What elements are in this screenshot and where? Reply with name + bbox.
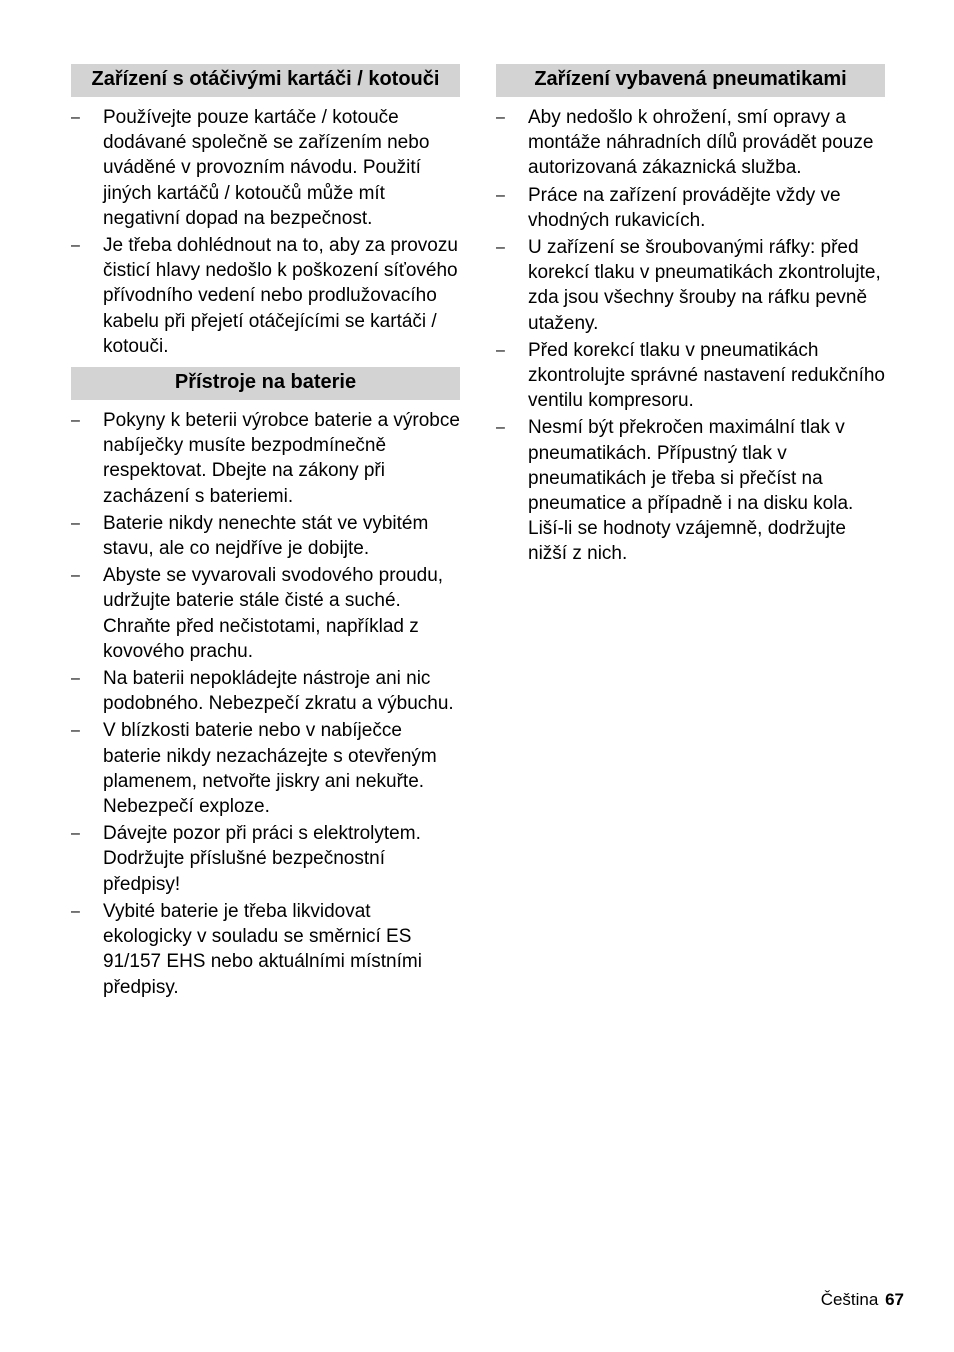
tyre-devices-list xyxy=(496,105,885,567)
list-item: – Nesmí být překročen maximální tlak v pneumatikách. Přípustný tlak v pneumatikách je třeba si přečíst na pneumatice a případně i na disku kola. Liší-li se hodnoty vzájemně, dodržujte nižší z nich. xyxy=(496,417,854,565)
bullet-dash: – xyxy=(496,239,505,257)
rotating-brushes-list xyxy=(71,105,460,359)
bullet-dash: – xyxy=(496,186,505,204)
section-heading-tyre-devices: Zařízení vybavená pneumatikami xyxy=(496,64,885,97)
bullet-dash: – xyxy=(71,109,80,126)
bullet-dash: – xyxy=(496,419,505,437)
list-item: – Na baterii nepokládejte nástroje ani nic podobného. Nebezpečí zkratu a výbuchu. xyxy=(71,668,454,715)
bullet-dash: – xyxy=(71,902,80,920)
bullet-dash: – xyxy=(71,670,80,688)
list-item: – Abyste se vyvarovali svodového proudu, udržujte baterie stále čisté a suché. Chraňte před nečistotami, například z kovového prachu. xyxy=(71,565,444,662)
list-item: – Pokyny k beterii výrobce baterie a výrobce nabíječky musíte bezpodmínečně respektovat. Dbejte na zákony při zacházení s bateriemi. xyxy=(71,410,460,507)
page-footer xyxy=(821,1288,904,1312)
bullet-dash: – xyxy=(496,109,505,126)
bullet-dash: – xyxy=(71,722,80,740)
list-item: – Používejte pouze kartáče / kotouče dodávané společně se zařízením nebo uváděné v provozním návodu. Použití jiných kartáčů / kotoučů může mít negativní dopad na bezpečnost. xyxy=(71,107,430,229)
bullet-dash: – xyxy=(71,567,80,585)
list-item: – Před korekcí tlaku v pneumatikách zkontrolujte správné nastavení redukčního ventilu kompresoru. xyxy=(496,339,885,412)
section-heading-rotating-brushes: Zařízení s otáčivými kartáči / kotouči xyxy=(71,64,460,97)
section-heading-battery-devices: Přístroje na baterie xyxy=(71,367,460,400)
right-column xyxy=(496,64,885,575)
list-item: – Práce na zařízení provádějte vždy ve vhodných rukavicích. xyxy=(496,184,841,231)
bullet-dash: – xyxy=(71,237,80,255)
list-item: – Aby nedošlo k ohrožení, smí opravy a montáže náhradních dílů provádět pouze autorizovaná zákaznická služba. xyxy=(496,107,874,179)
list-item: – Vybité baterie je třeba likvidovat ekologicky v souladu se směrnicí ES 91/157 EHS nebo aktuálními místními předpisy. xyxy=(71,900,422,998)
page-number: 67 xyxy=(885,1290,904,1309)
list-item: – U zařízení se šroubovanými ráfky: před korekcí tlaku v pneumatikách zkontrolujte, zda jsou všechny šrouby na ráfku pevně utaženy. xyxy=(496,237,881,334)
bullet-dash: – xyxy=(71,825,80,843)
bullet-dash: – xyxy=(71,514,80,532)
bullet-dash: – xyxy=(496,341,505,359)
list-item: – Baterie nikdy nenechte stát ve vybitém stavu, ale co nejdříve je dobijte. xyxy=(71,512,429,560)
battery-devices-list xyxy=(71,408,460,1000)
list-item: – Je třeba dohlédnout na to, aby za provozu čisticí hlavy nedošlo k poškození síťového přívodního vedení nebo prodlužovacího kabelu při přejetí otáčejícími se kartáči / kotouči. xyxy=(71,235,458,357)
footer-language: Čeština xyxy=(820,1290,879,1309)
left-column xyxy=(71,64,460,1008)
list-item: – V blízkosti baterie nebo v nabíječce baterie nikdy nezacházejte s otevřeným plamenem, netvořte jiskry ani nekuřte. Nebezpečí exploze. xyxy=(71,720,437,818)
bullet-dash: – xyxy=(71,412,80,430)
list-item: – Dávejte pozor při práci s elektrolytem. Dodržujte příslušné bezpečnostní předpisy! xyxy=(71,823,421,895)
